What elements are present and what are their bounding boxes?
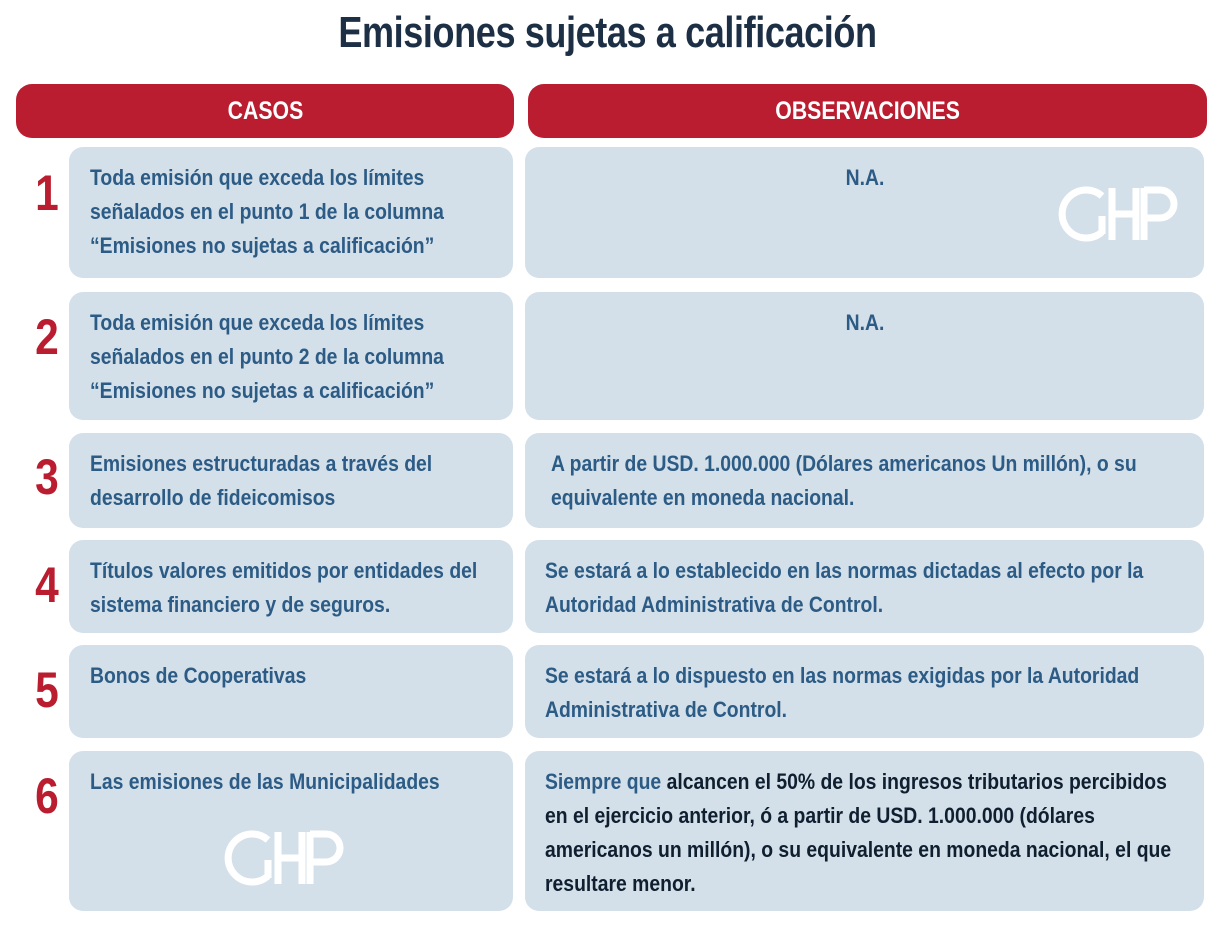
observation-cell: A partir de USD. 1.000.000 (Dólares americanos Un millón), o su equivalente en moneda nacional. <box>525 433 1204 528</box>
ghp-logo-icon <box>1058 182 1183 246</box>
observation-highlight: Siempre que <box>545 769 662 794</box>
row-number: 3 <box>35 449 59 505</box>
page-title: Emisiones sujetas a calificación <box>338 8 877 57</box>
observation-cell: N.A. <box>525 292 1204 420</box>
case-cell: Emisiones estructuradas a través del desarrollo de fideicomisos <box>69 433 513 528</box>
ghp-logo-icon <box>224 826 349 890</box>
row-number: 5 <box>35 662 59 718</box>
svg-text:GHP: GHP <box>224 826 227 827</box>
observation-cell: N.A. <box>525 147 1204 278</box>
case-cell: Toda emisión que exceda los límites señalados en el punto 2 de la columna “Emisiones no sujetas a calificación” <box>69 292 513 420</box>
header-observations: OBSERVACIONES <box>528 84 1207 138</box>
case-cell: Las emisiones de las Municipalidades <box>69 751 513 911</box>
case-cell: Bonos de Cooperativas <box>69 645 513 738</box>
case-cell: Títulos valores emitidos por entidades del sistema financiero y de seguros. <box>69 540 513 633</box>
row-number: 1 <box>35 165 59 221</box>
observation-cell <box>525 751 1204 911</box>
row-number: 6 <box>35 768 59 824</box>
observation-cell: Se estará a lo dispuesto en las normas exigidas por la Autoridad Administrativa de Control. <box>525 645 1204 738</box>
row-number: 4 <box>35 557 59 613</box>
header-cases: CASOS <box>16 84 514 138</box>
observation-cell: Se estará a lo establecido en las normas dictadas al efecto por la Autoridad Administrativa de Control. <box>525 540 1204 633</box>
case-cell: Toda emisión que exceda los límites señalados en el punto 1 de la columna “Emisiones no sujetas a calificación” <box>69 147 513 278</box>
svg-text:GHP: GHP <box>1058 182 1061 183</box>
observation-text: alcancen el 50% de los ingresos tributarios percibidos en el ejercicio anterior, ó a partir de USD. 1.000.000 (dólares americanos un millón), o su equivalente en moneda nacional, el que resultare menor. <box>545 769 1172 896</box>
row-number: 2 <box>35 309 59 365</box>
